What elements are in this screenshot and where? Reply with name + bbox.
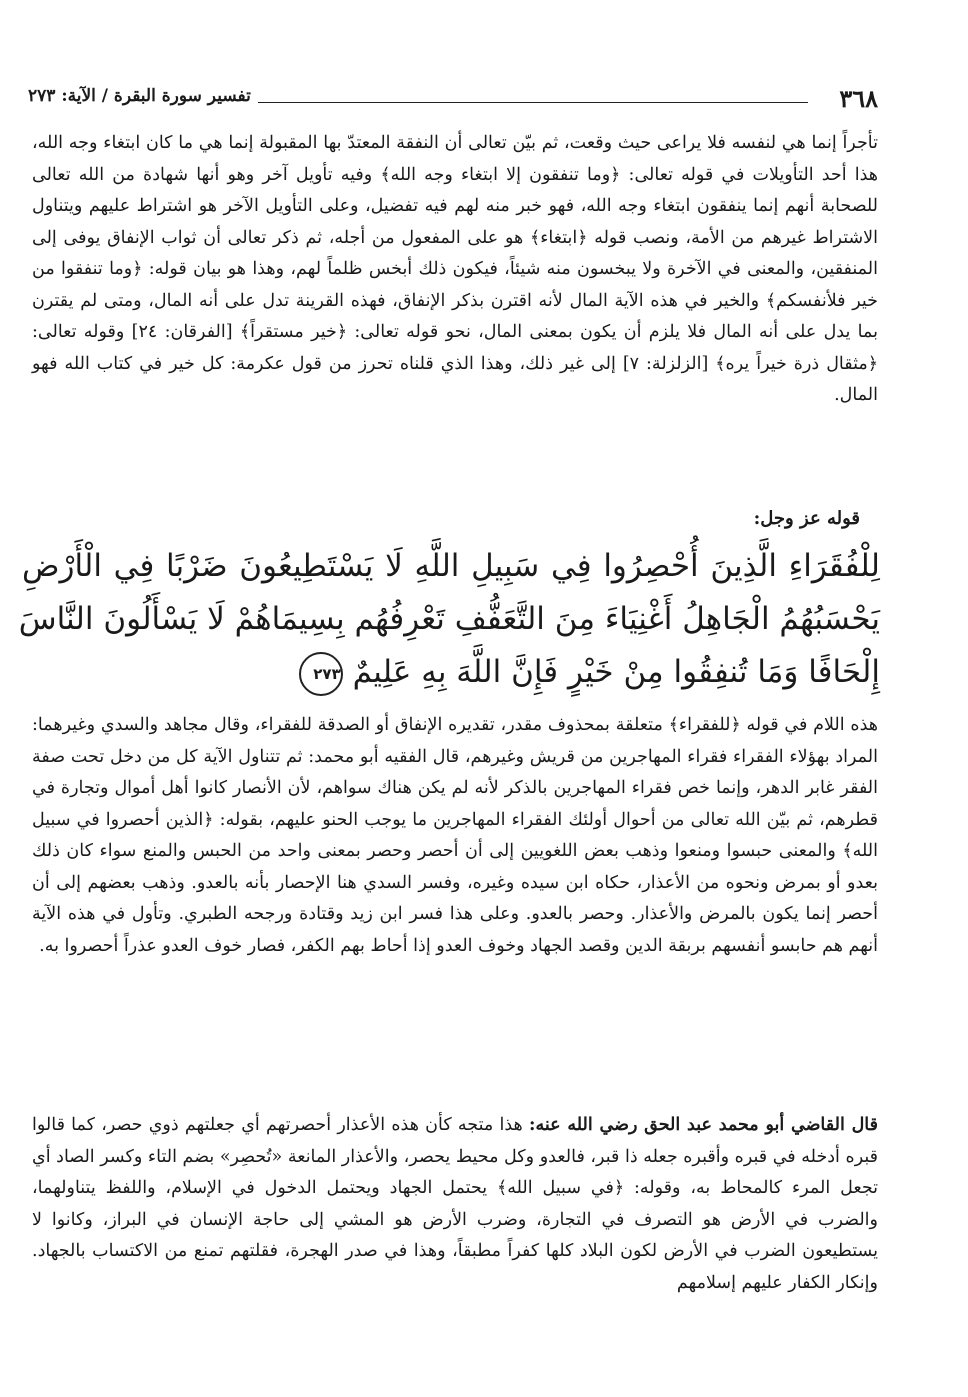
paragraph-3-text: هذا متجه كأن هذه الأعذار أحصرتهم أي جعلتهم ذوي حصر، كما قالوا قبره أدخله في قبره وأقبره جعله ذا قبر، فالعدو وكل محيط يحصر، والأعذار المانعة «تُحصِر» بضم التاء وكسر الصاد أي تجعل المرء كالمحاط به، وقوله: ﴿في سبيل الله﴾ يحتمل الجهاد ويحتمل الدخول في الإسلام، واللفظ يتناولهما، والضرب في الأرض هو التصرف في التجارة، وضرب الأرض هو المشي إلى حاجة الإنسان في البراز، وكانوا لا يستطيعون الضرب في الأرض لكون البلاد كلها كفراً مطبقاً، وهذا في صدر الهجرة، فقلتهم تمنع من الاكتساب بالجهاد. وإنكار الكفار عليهم إسلامهم: [32, 1115, 878, 1293]
verse-intro-label: قوله عز وجل:: [753, 508, 860, 529]
verse-line-2: يَحْسَبُهُمُ الْجَاهِلُ أَغْنِيَاءَ مِنَ التَّعَفُّفِ تَعْرِفُهُم بِسِيمَاهُمْ لَا يَسْأَلُونَ النَّاسَ: [18, 601, 880, 637]
paragraph-1: [32, 128, 878, 412]
verse-line-1: لِلْفُقَرَاءِ الَّذِينَ أُحْصِرُوا فِي سَبِيلِ اللَّهِ لَا يَسْتَطِيعُونَ ضَرْبًا فِي الْأَرْضِ: [22, 548, 880, 584]
page-header: [28, 84, 878, 118]
paragraph-3-lead: قال القاضي أبو محمد عبد الحق رضي الله عنه:: [529, 1115, 878, 1135]
paragraph-1-text: تأجراً إنما هي لنفسه فلا يراعى حيث وقعت، ثم بيّن تعالى أن النفقة المعتدّ بها المقبولة إنما هي ما كان ابتغاء وجه الله، هذا أحد التأويلات في قوله تعالى: ﴿وما تنفقون إلا ابتغاء وجه الله﴾ وفيه تأويل آخر وهو أنها شهادة من الله تعالى للصحابة أنهم إنما ينفقون ابتغاء وجه الله، فهو خبر منه لهم فيه تفضيل، وعلى التأويل الآخر هو اشتراط عليهم ويتناول الاشتراط غيرهم من الأمة، ونصب قوله ﴿ابتغاء﴾ هو على المفعول من أجله، ثم ذكر تعالى أن ثواب الإنفاق يوفى إلى المنفقين، والمعنى في الآخرة ولا يبخسون منه شيئاً، فيكون ذلك أبخس ظلماً لهم، وهذا هو بيان قوله: ﴿وما تنفقوا من خير فلأنفسكم﴾ والخير في هذه الآية المال لأنه اقترن بذكر الإنفاق، فهذه القرينة تدل على أنه المال، ومتى لم يقترن بما يدل على أنه المال فلا يلزم أن يكون بمعنى المال، نحو قوله تعالى: ﴿خير مستقراً﴾ [الفرقان: ٢٤] وقوله تعالى: ﴿مثقال ذرة خيراً يره﴾ [الزلزلة: ٧] إلى غير ذلك، وهذا الذي قلناه تحرز من قول عكرمة: كل خير في كتاب الله فهو المال.: [32, 133, 879, 405]
paragraph-3: [32, 1110, 878, 1299]
paragraph-3-body: [32, 1110, 878, 1299]
paragraph-2: [32, 710, 878, 962]
quran-verse-block: [18, 540, 880, 705]
ayah-number-marker: ٢٧٣: [299, 652, 343, 696]
page-number: ٣٦٨: [839, 84, 878, 113]
verse-line-3: [22, 646, 880, 699]
header-rule: [258, 102, 808, 103]
paragraph-2-text: هذه اللام في قوله ﴿للفقراء﴾ متعلقة بمحذوف مقدر، تقديره الإنفاق أو الصدقة للفقراء، وقال مجاهد والسدي وغيرهما: المراد بهؤلاء الفقراء فقراء المهاجرين من قريش وغيرهم، قال الفقيه أبو محمد: ثم تتناول الآية كل من دخل تحت صفة الفقر غابر الدهر، وإنما خص فقراء المهاجرين بالذكر لأنه لم يكن هناك سواهم، لأن الأنصار كانوا أهل أموال وتجارة في قطرهم، ثم بيّن الله تعالى من أحوال أولئك الفقراء المهاجرين ما يوجب الحنو عليهم، بقوله: ﴿الذين أحصروا في سبيل الله﴾ والمعنى حبسوا ومنعوا وذهب بعض اللغويين إلى أن أحصر وحصر بمعنى واحد من الحبس والمنع سواء كان ذلك بعدو أو بمرض ونحوه من الأعذار، حكاه ابن سيده وغيره، وفسر السدي هنا الإحصار بأنه بالعدو. وذهب بعضهم إلى أن أحصر إنما يكون بالمرض والأعذار. وحصر بالعدو. وعلى هذا فسر ابن زيد وقتادة ورجحه الطبري. وتأول في هذه الآية أنهم هم حابسو أنفسهم بربقة الدين وقصد الجهاد وخوف العدو إذا أحاط بهم الكفر، فصار خوف العدو عذراً أحصروا به.: [32, 715, 878, 956]
verse-line-3-text: إِلْحَافًا وَمَا تُنفِقُوا مِنْ خَيْرٍ فَإِنَّ اللَّهَ بِهِ عَلِيمٌ: [352, 654, 880, 690]
running-title: تفسير سورة البقرة / الآية: ٢٧٣: [28, 86, 251, 106]
